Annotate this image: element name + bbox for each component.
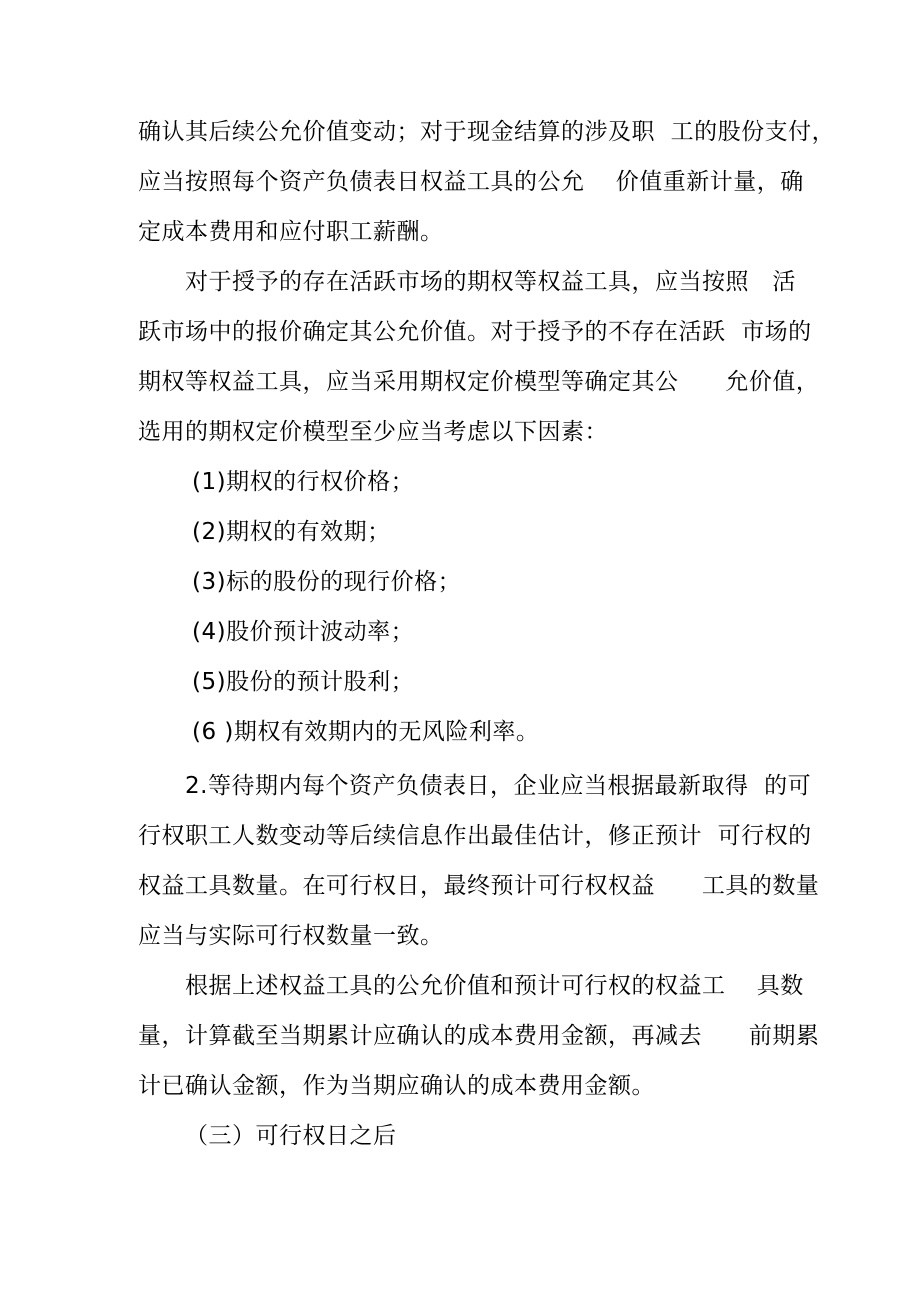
factor-item: (2)期权的有效期；: [192, 519, 391, 545]
factor-item: (4)股价预计波动率；: [192, 619, 415, 645]
factor-item: (6 )期权有效期内的无风险利率。: [192, 719, 540, 745]
factor-item: (1)期权的行权价格；: [192, 469, 415, 495]
section-heading: （三）可行权日之后: [185, 1123, 397, 1149]
paragraph-2-line-2: 跃市场中的报价确定其公允价值。对于授予的不存在活跃 市场的: [138, 319, 812, 345]
factor-item: (5)股份的预计股利；: [192, 669, 415, 695]
factor-item: (3)标的股份的现行价格；: [192, 569, 462, 595]
paragraph-3-line-3: 权益工具数量。在可行权日，最终预计可行权权益 工具的数量: [138, 873, 820, 899]
paragraph-4-line-1: 根据上述权益工具的公允价值和预计可行权的权益工 具数: [185, 973, 804, 999]
paragraph-4-line-2: 量，计算截至当期累计应确认的成本费用金额，再减去 前期累: [138, 1023, 820, 1049]
paragraph-1-line-3: 定成本费用和应付职工薪酬。: [138, 219, 444, 245]
paragraph-2-line-4: 选用的期权定价模型至少应当考虑以下因素：: [138, 419, 608, 445]
paragraph-1-line-1: 确认其后续公允价值变动；对于现金结算的涉及职 工的股份支付，: [138, 119, 836, 145]
paragraph-2-line-1: 对于授予的存在活跃市场的期权等权益工具，应当按照 活: [185, 269, 796, 295]
paragraph-1-line-2: 应当按照每个资产负债表日权益工具的公允 价值重新计量，确: [138, 169, 804, 195]
paragraph-3-line-1: 2.等待期内每个资产负债表日，企业应当根据最新取得 的可: [185, 773, 812, 799]
paragraph-3-line-2: 行权职工人数变动等后续信息作出最佳估计，修正预计 可行权的: [138, 823, 812, 849]
paragraph-2-line-3: 期权等权益工具，应当采用期权定价模型等确定其公 允价值，: [138, 369, 820, 395]
paragraph-4-line-3: 计已确认金额，作为当期应确认的成本费用金额。: [138, 1073, 655, 1099]
paragraph-3-line-4: 应当与实际可行权数量一致。: [138, 923, 444, 949]
